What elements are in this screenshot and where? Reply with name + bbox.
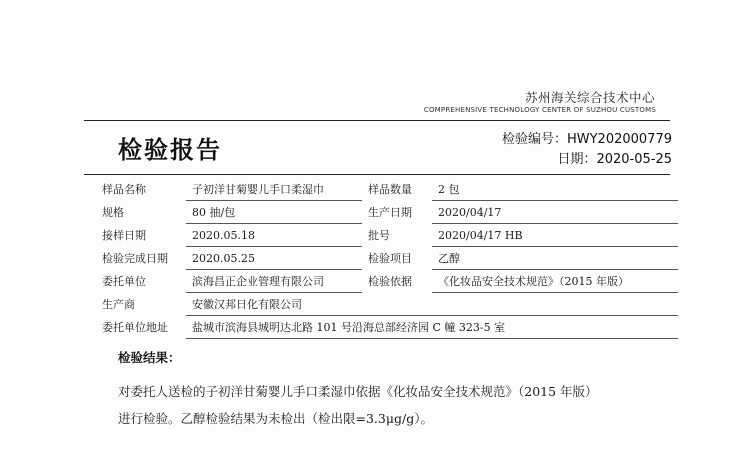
result-line-2: 进行检验。乙醇检验结果为未检出（检出限=3.3μg/g）。	[118, 411, 433, 426]
org-name-en: COMPREHENSIVE TECHNOLOGY CENTER OF SUZHOU CUSTOMS	[423, 106, 656, 114]
sample-name-label: 样品名称	[102, 183, 146, 197]
basis-value: 《化妆品安全技术规范》（2015 年版）	[432, 270, 678, 293]
table-row	[96, 201, 678, 224]
table-row	[96, 293, 678, 316]
sample-name-value: 子初洋甘菊婴儿手口柔湿巾	[186, 178, 362, 201]
prod-date-label: 生产日期	[368, 206, 412, 219]
result-heading: 检验结果：	[118, 350, 181, 365]
receive-date-label: 接样日期	[102, 229, 146, 242]
page-title: 检验报告	[118, 136, 222, 164]
table-row	[96, 178, 678, 201]
client-label: 委托单位	[102, 275, 146, 288]
header-rule-bottom	[84, 174, 670, 175]
result-body	[118, 378, 693, 432]
maker-label: 生产商	[102, 298, 135, 311]
batch-value: 2020/04/17 HB	[432, 224, 678, 247]
basis-label: 检验依据	[368, 275, 412, 288]
table-row	[96, 316, 678, 339]
client-address-label: 委托单位地址	[102, 321, 168, 334]
quantity-value: 2 包	[432, 178, 678, 201]
complete-date-label: 检验完成日期	[102, 252, 168, 265]
table-row	[96, 224, 678, 247]
report-date: 日期：2020-05-25	[557, 152, 672, 167]
test-item-label: 检验项目	[368, 252, 412, 265]
sample-info-table	[96, 178, 678, 339]
test-item-value: 乙醇	[432, 247, 678, 270]
client-address-value: 盐城市滨海县城明达北路 101 号沿海总部经济园 C 幢 323-5 室	[186, 316, 678, 339]
table-row	[96, 270, 678, 293]
org-name-cn: 苏州海关综合技术中心	[524, 90, 655, 105]
complete-date-value: 2020.05.25	[186, 247, 362, 270]
quantity-label: 样品数量	[368, 183, 412, 197]
client-value: 滨海昌正企业管理有限公司	[186, 270, 362, 293]
prod-date-value: 2020/04/17	[432, 201, 678, 224]
batch-label: 批号	[368, 229, 390, 242]
header-rule-top	[84, 120, 670, 121]
receive-date-value: 2020.05.18	[186, 224, 362, 247]
result-line-1: 对委托人送检的子初洋甘菊婴儿手口柔湿巾依据《化妆品安全技术规范》（2015 年版）	[118, 384, 598, 399]
spec-label: 规格	[102, 206, 124, 219]
table-row	[96, 247, 678, 270]
report-number: 检验编号：HWY202000779	[501, 132, 672, 147]
maker-value: 安徽汉邦日化有限公司	[186, 293, 678, 316]
spec-value: 80 抽/包	[186, 201, 362, 224]
